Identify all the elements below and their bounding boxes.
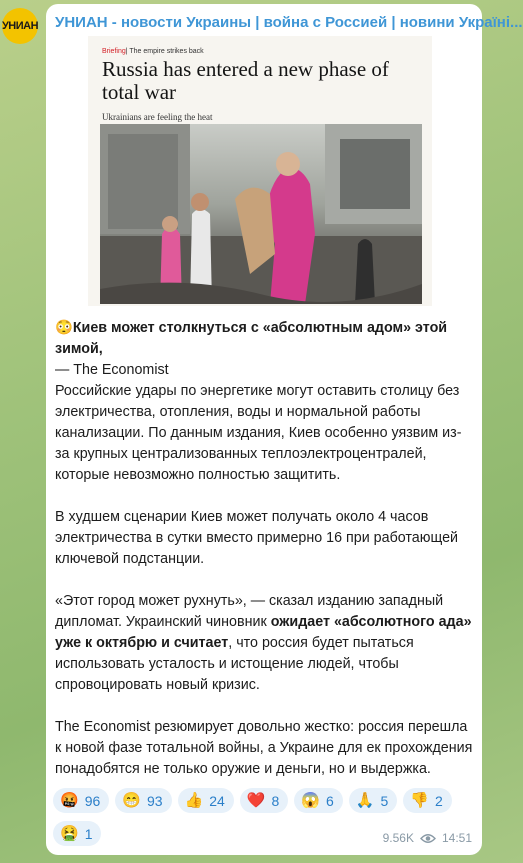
- lead-bold: Киев может столкнуться с «абсолютным адом» этой зимой,: [55, 320, 448, 357]
- angry-face-icon: 🤬: [60, 792, 79, 809]
- article-headline: Russia has entered a new phase of total war: [102, 57, 389, 105]
- reaction-count: 8: [271, 792, 280, 809]
- heart-icon: ❤️: [246, 792, 266, 809]
- message-meta: [383, 831, 472, 845]
- thumbs-up-icon: 👍: [184, 792, 204, 809]
- lead-emoji: 😳: [55, 320, 73, 336]
- grin-face-icon: 😁: [122, 792, 141, 809]
- thumbs-down-icon: 👎: [410, 792, 429, 809]
- paragraph-3-bold: ожидает «абсолютного ада» уже к октябрю и считает: [55, 614, 472, 651]
- channel-title[interactable]: УНИАН - новости Украины | война с Россией | новини Україні...: [55, 14, 523, 31]
- vomit-face-icon: 🤮: [60, 825, 79, 842]
- reaction-count: 6: [325, 792, 334, 809]
- reaction-vomit[interactable]: [53, 821, 101, 846]
- reaction-count: 1: [84, 825, 93, 842]
- view-count: 9.56K: [382, 831, 414, 845]
- reaction-count: 5: [380, 792, 389, 809]
- reaction-count: 2: [434, 792, 443, 809]
- post-paragraph-4: The Economist резюмирует довольно жестко: россия перешла к новой фазе тотальной войны, а Украине для ек прохождения понадобятся не только оружие и деньги, но и выдержка.: [55, 719, 473, 777]
- reaction-angry[interactable]: [53, 788, 109, 813]
- reaction-grin[interactable]: [115, 788, 171, 813]
- reaction-thumbs-up[interactable]: [178, 788, 234, 813]
- channel-avatar[interactable]: УНИАН: [2, 8, 38, 44]
- reaction-count: 93: [146, 792, 163, 809]
- article-kicker: [102, 48, 204, 55]
- reaction-heart[interactable]: [240, 788, 288, 813]
- post-lead: [55, 318, 475, 381]
- eye-icon: [420, 833, 436, 844]
- scream-face-icon: 😱: [301, 792, 320, 809]
- lead-source: — The Economist: [55, 362, 169, 378]
- post-image[interactable]: [88, 36, 432, 306]
- post-paragraph-3: «Этот город может рухнуть», — сказал изданию западный дипломат. Украинский чиновник ожидает «абсолютного ада» уже к октябрю и считает, что россия будет пытаться использовать усталость и истощение людей, чтобы спровоцировать новый кризис.: [55, 593, 472, 693]
- reaction-pray[interactable]: [349, 788, 397, 813]
- post-paragraph-1: Российские удары по энергетике могут оставить столицу без электричества, отопления, воды и нормальной работы канализации. По данным издания, Киев особенно уязвим из-за крупных централизованных теплоэлектроцентралей, которые невозможно полностью защитить.: [55, 383, 462, 483]
- article-section: Briefing: [102, 48, 126, 55]
- article-subhead: Ukrainians are feeling the heat: [102, 112, 213, 122]
- message-time: 14:51: [441, 831, 472, 845]
- reaction-count: 96: [84, 792, 101, 809]
- message-bubble: [46, 4, 523, 855]
- article-photo: [100, 124, 422, 304]
- reaction-scream[interactable]: [294, 788, 342, 813]
- reaction-thumbs-down[interactable]: [403, 788, 451, 813]
- reaction-count: 24: [209, 792, 225, 809]
- post-paragraph-2: В худшем сценарии Киев может получать около 4 часов электричества в сутки вместо примерно 16 при работающей ключевой подстанции.: [55, 509, 459, 567]
- article-tag: | The empire strikes back: [125, 48, 204, 55]
- pray-icon: 🙏: [355, 792, 375, 809]
